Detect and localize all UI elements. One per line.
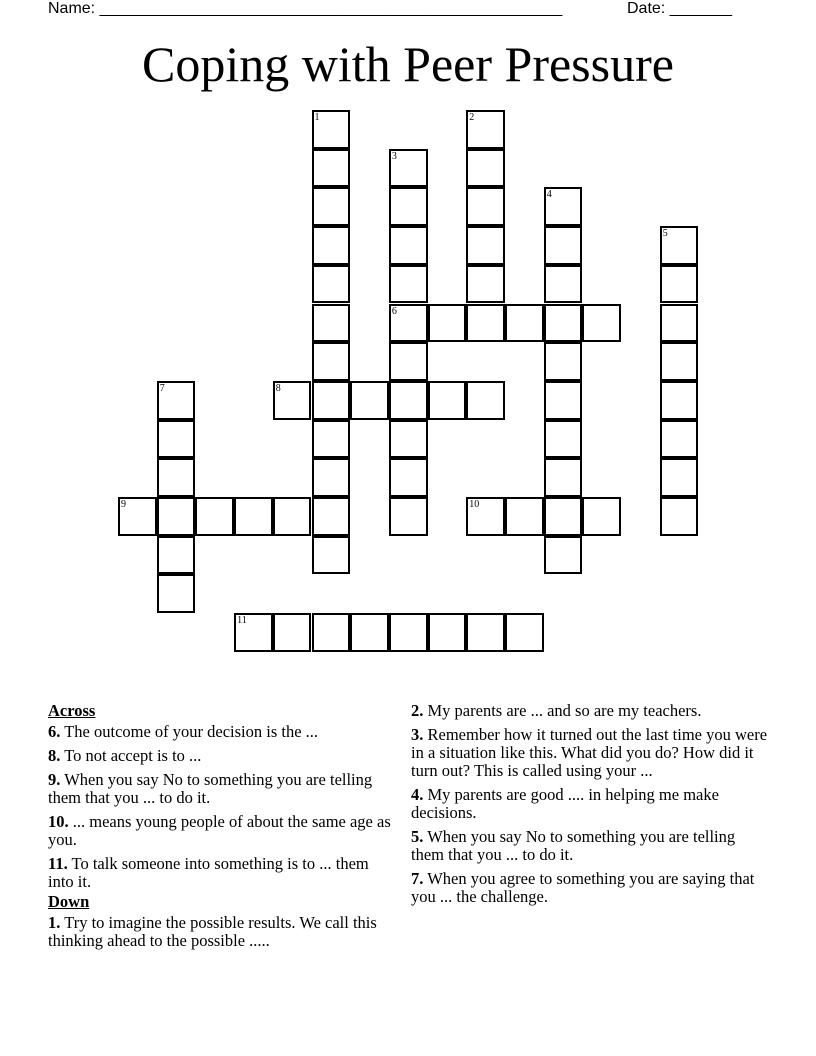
crossword-cell <box>312 226 351 265</box>
clue-item <box>48 914 393 950</box>
clue-number: 7 <box>159 382 165 394</box>
crossword-cell <box>234 497 273 536</box>
down-clue-list-left <box>48 914 393 950</box>
page-title: Coping with Peer Pressure <box>142 36 674 92</box>
clue-item <box>411 786 771 822</box>
crossword-cell <box>312 381 351 420</box>
crossword-cell <box>544 497 583 536</box>
crossword-cell <box>312 110 351 149</box>
crossword-cell <box>234 613 273 652</box>
crossword-cell <box>312 420 351 459</box>
clue-number: 6 <box>391 305 397 317</box>
crossword-cell <box>466 149 505 188</box>
clue-number: 4 <box>546 189 552 201</box>
clue-number-label: 6. <box>48 722 61 741</box>
crossword-cell <box>157 458 196 497</box>
crossword-cell <box>389 304 428 343</box>
crossword-cell <box>389 381 428 420</box>
crossword-cell <box>466 497 505 536</box>
crossword-cell <box>389 265 428 304</box>
crossword-cell <box>389 187 428 226</box>
clue-item <box>48 723 393 741</box>
crossword-cell <box>660 497 699 536</box>
crossword-cell <box>389 149 428 188</box>
clues-left-column <box>48 702 393 956</box>
clue-number-label: 11. <box>48 854 68 873</box>
crossword-cell <box>582 304 621 343</box>
crossword-cell <box>660 226 699 265</box>
clue-text: Try to imagine the possible results. We call this thinking ahead to the possible ..... <box>48 913 377 950</box>
crossword-cell <box>350 613 389 652</box>
crossword-cell <box>157 497 196 536</box>
clue-text: When you say No to something you are telling them that you ... to do it. <box>48 770 373 807</box>
crossword-cell <box>157 420 196 459</box>
clue-text: When you agree to something you are saying that you ... the challenge. <box>411 869 755 906</box>
crossword-cell <box>466 226 505 265</box>
date-field-label: Date: _______ <box>627 0 732 17</box>
crossword-cell <box>273 381 312 420</box>
crossword-cell <box>660 381 699 420</box>
crossword-cell <box>582 497 621 536</box>
clue-text: Remember how it turned out the last time you were in a situation like this. What did you do? How did it turn out? This is called using your ... <box>411 725 768 780</box>
clue-item <box>411 870 771 906</box>
clue-item <box>48 747 393 765</box>
clue-item <box>411 702 771 720</box>
clue-text: My parents are good .... in helping me make decisions. <box>411 785 719 822</box>
clue-number: 1 <box>314 112 320 123</box>
clue-item <box>411 726 771 780</box>
clue-text: The outcome of your decision is the ... <box>60 722 319 741</box>
clue-number-label: 7. <box>411 869 424 888</box>
crossword-cell <box>195 497 234 536</box>
crossword-cell <box>312 613 351 652</box>
clue-number: 10 <box>469 499 480 510</box>
down-heading: Down <box>48 892 90 911</box>
crossword-cell <box>312 265 351 304</box>
crossword-cell <box>157 381 196 420</box>
crossword-cell <box>660 458 699 497</box>
crossword-cell <box>544 304 583 343</box>
crossword-cell <box>544 226 583 265</box>
clue-number-label: 9. <box>48 770 61 789</box>
crossword-cell <box>273 497 312 536</box>
clue-text: To talk someone into something is to ... them into it. <box>48 854 369 891</box>
crossword-cell <box>466 110 505 149</box>
clue-number: 3 <box>391 150 397 162</box>
crossword-cell <box>118 497 157 536</box>
crossword-cell <box>312 187 351 226</box>
clue-number: 9 <box>121 499 126 510</box>
clues-right-column <box>411 702 771 912</box>
crossword-cell <box>312 149 351 188</box>
crossword-cell <box>389 458 428 497</box>
crossword-cell <box>389 497 428 536</box>
clue-item <box>48 771 393 807</box>
crossword-cell <box>660 265 699 304</box>
name-field-label: Name: ____________________________________________________ <box>48 0 563 17</box>
clue-number-label: 1. <box>48 913 61 932</box>
clue-text: When you say No to something you are telling them that you ... to do it. <box>411 827 736 864</box>
clue-number-label: 8. <box>48 746 61 765</box>
clue-number-label: 10. <box>48 812 69 831</box>
crossword-cell <box>350 381 389 420</box>
across-heading: Across <box>48 701 96 720</box>
crossword-cell <box>312 458 351 497</box>
crossword-cell <box>466 187 505 226</box>
down-clue-list-right <box>411 702 771 906</box>
crossword-cell <box>544 342 583 381</box>
clue-text: My parents are ... and so are my teachers. <box>423 701 702 720</box>
crossword-cell <box>505 613 544 652</box>
clue-number: 5 <box>662 228 668 240</box>
crossword-cell <box>660 420 699 459</box>
crossword-cell <box>544 265 583 304</box>
crossword-cell <box>389 613 428 652</box>
clue-number-label: 2. <box>411 701 424 720</box>
across-clue-list <box>48 723 393 891</box>
clue-number: 8 <box>275 382 281 394</box>
clue-number-label: 3. <box>411 725 424 744</box>
crossword-cell <box>660 304 699 343</box>
crossword-cell <box>312 304 351 343</box>
crossword-cell <box>544 458 583 497</box>
crossword-cell <box>466 381 505 420</box>
clue-text: To not accept is to ... <box>60 746 202 765</box>
crossword-cell <box>505 304 544 343</box>
crossword-cell <box>312 342 351 381</box>
crossword-cell <box>505 497 544 536</box>
clue-number: 11 <box>237 615 247 627</box>
crossword-cell <box>466 613 505 652</box>
crossword-cell <box>428 381 467 420</box>
crossword-cell <box>466 304 505 343</box>
crossword-cell <box>312 536 351 575</box>
clue-item <box>48 813 393 849</box>
clue-text: ... means young people of about the same age as you. <box>48 812 391 849</box>
crossword-cell <box>389 420 428 459</box>
crossword-cell <box>466 265 505 304</box>
crossword-cell <box>389 342 428 381</box>
clue-item <box>48 855 393 891</box>
crossword-cell <box>273 613 312 652</box>
crossword-cell <box>157 536 196 575</box>
clue-item <box>411 828 771 864</box>
crossword-cell <box>312 497 351 536</box>
crossword-cell <box>660 342 699 381</box>
crossword-cell <box>544 381 583 420</box>
crossword-cell <box>544 536 583 575</box>
clue-number-label: 5. <box>411 827 424 846</box>
crossword-cell <box>428 304 467 343</box>
crossword-cell <box>389 226 428 265</box>
clue-number: 2 <box>469 112 475 123</box>
crossword-cell <box>428 613 467 652</box>
crossword-cell <box>544 420 583 459</box>
clue-number-label: 4. <box>411 785 424 804</box>
crossword-cell <box>157 574 196 613</box>
crossword-cell <box>544 187 583 226</box>
